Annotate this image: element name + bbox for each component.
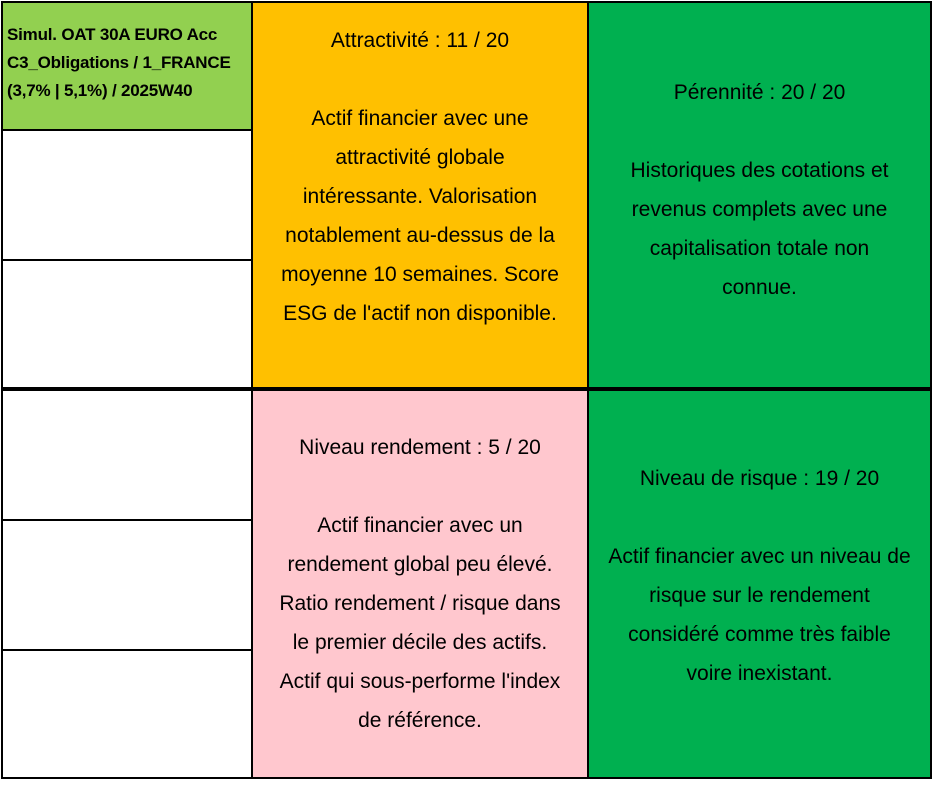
asset-rates-week: (3,7% | 5,1%) / 2025W40 bbox=[7, 81, 193, 100]
risque-title: Niveau de risque : 19 / 20 bbox=[639, 467, 880, 490]
asset-category: C3_Obligations / 1_FRANCE bbox=[7, 53, 231, 72]
perennite-text-line: connue. bbox=[722, 276, 797, 299]
attractivite-card bbox=[251, 1, 589, 389]
perennite-text-line: Historiques des cotations et bbox=[630, 159, 889, 182]
attractivite-text-line: intéressante. Valorisation bbox=[302, 185, 538, 208]
blank-cell bbox=[1, 259, 253, 389]
risque-text-line: Actif financier avec un niveau de bbox=[608, 545, 911, 568]
rendement-text-line: de référence. bbox=[358, 709, 482, 732]
blank-cell bbox=[1, 519, 253, 651]
rendement-text-line: Actif financier avec un bbox=[317, 514, 523, 537]
attractivite-text-line: notablement au-dessus de la bbox=[285, 224, 555, 247]
bottom-margin bbox=[0, 779, 933, 785]
perennite-text-line: revenus complets avec une bbox=[631, 198, 888, 221]
attractivite-text-line: Actif financier avec une bbox=[311, 107, 529, 130]
rendement-title: Niveau rendement : 5 / 20 bbox=[299, 436, 541, 459]
rendement-text-line: Ratio rendement / risque dans bbox=[279, 592, 561, 615]
attractivite-text-line: moyenne 10 semaines. Score bbox=[281, 263, 559, 286]
perennite-text-line: capitalisation totale non bbox=[649, 237, 870, 260]
rendement-text-line: le premier décile des actifs. bbox=[292, 631, 548, 654]
rendement-card bbox=[251, 389, 589, 779]
rendement-text-line: rendement global peu élevé. bbox=[287, 553, 553, 576]
perennite-card bbox=[587, 1, 932, 389]
rendement-text-line: Actif qui sous-performe l'index bbox=[279, 670, 561, 693]
blank-cell bbox=[1, 649, 253, 779]
risque-text-line: voire inexistant. bbox=[686, 662, 833, 685]
attractivite-title: Attractivité : 11 / 20 bbox=[330, 29, 510, 52]
attractivite-text-line: ESG de l'actif non disponible. bbox=[283, 302, 557, 325]
asset-name: Simul. OAT 30A EURO Acc bbox=[7, 25, 218, 44]
risque-text-line: considéré comme très faible bbox=[628, 623, 891, 646]
risque-text-line: risque sur le rendement bbox=[649, 584, 870, 607]
blank-cell bbox=[1, 389, 253, 521]
asset-header-cell bbox=[1, 1, 253, 131]
attractivite-text-line: attractivité globale bbox=[335, 146, 505, 169]
risque-card bbox=[587, 389, 932, 779]
perennite-title: Pérennité : 20 / 20 bbox=[673, 81, 846, 104]
blank-cell bbox=[1, 129, 253, 261]
